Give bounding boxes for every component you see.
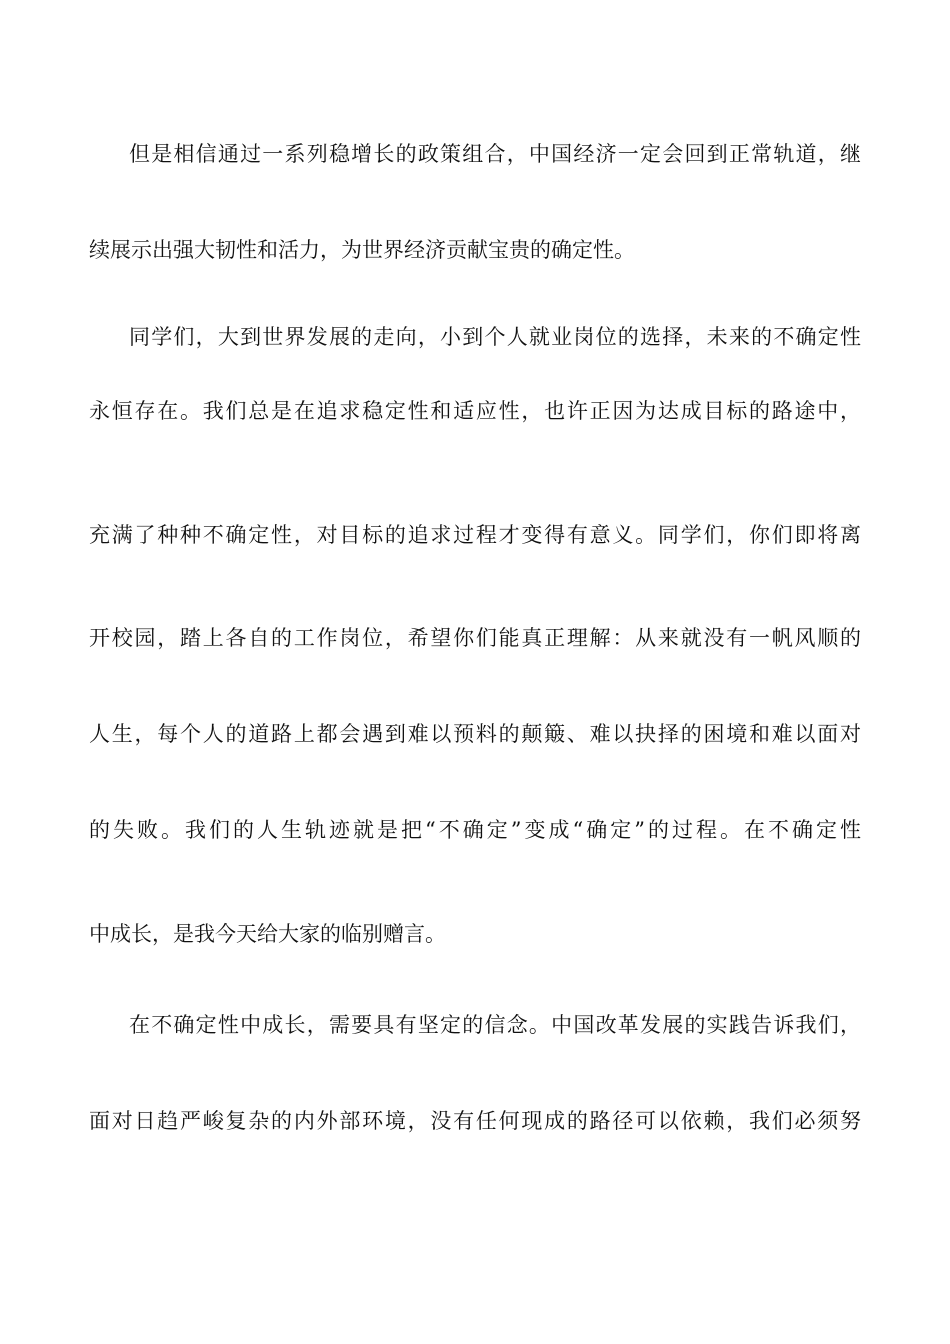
- paragraph-1-line-2: 续展示出强大韧性和活力，为世界经济贡献宝贵的确定性。: [89, 238, 635, 262]
- paragraph-1-line-1: 但是相信通过一系列稳增长的政策组合，中国经济一定会回到正常轨道，继: [129, 142, 861, 166]
- paragraph-3-line-2: 面对日趋严峻复杂的内外部环境，没有任何现成的路径可以依赖，我们必须努: [89, 1109, 861, 1133]
- paragraph-3-line-1: 在不确定性中成长，需要具有坚定的信念。中国改革发展的实践告诉我们，: [129, 1013, 861, 1037]
- paragraph-2-line-2: 永恒存在。我们总是在追求稳定性和适应性，也许正因为达成目标的路途中，: [89, 399, 861, 423]
- paragraph-2-line-3: 充满了种种不确定性，对目标的追求过程才变得有意义。同学们，你们即将离: [89, 523, 861, 547]
- paragraph-2-line-7: 中成长，是我今天给大家的临别赠言。: [89, 922, 446, 946]
- paragraph-2-line-4: 开校园，踏上各自的工作岗位，希望你们能真正理解：从来就没有一帆风顺的: [89, 626, 861, 650]
- paragraph-2-line-5: 人生，每个人的道路上都会遇到难以预料的颠簸、难以抉择的困境和难以面对: [89, 722, 861, 746]
- paragraph-2-line-6: 的失败。我们的人生轨迹就是把“不确定”变成“确定”的过程。在不确定性: [89, 818, 861, 842]
- paragraph-2-line-1: 同学们，大到世界发展的走向，小到个人就业岗位的选择，未来的不确定性: [129, 325, 861, 349]
